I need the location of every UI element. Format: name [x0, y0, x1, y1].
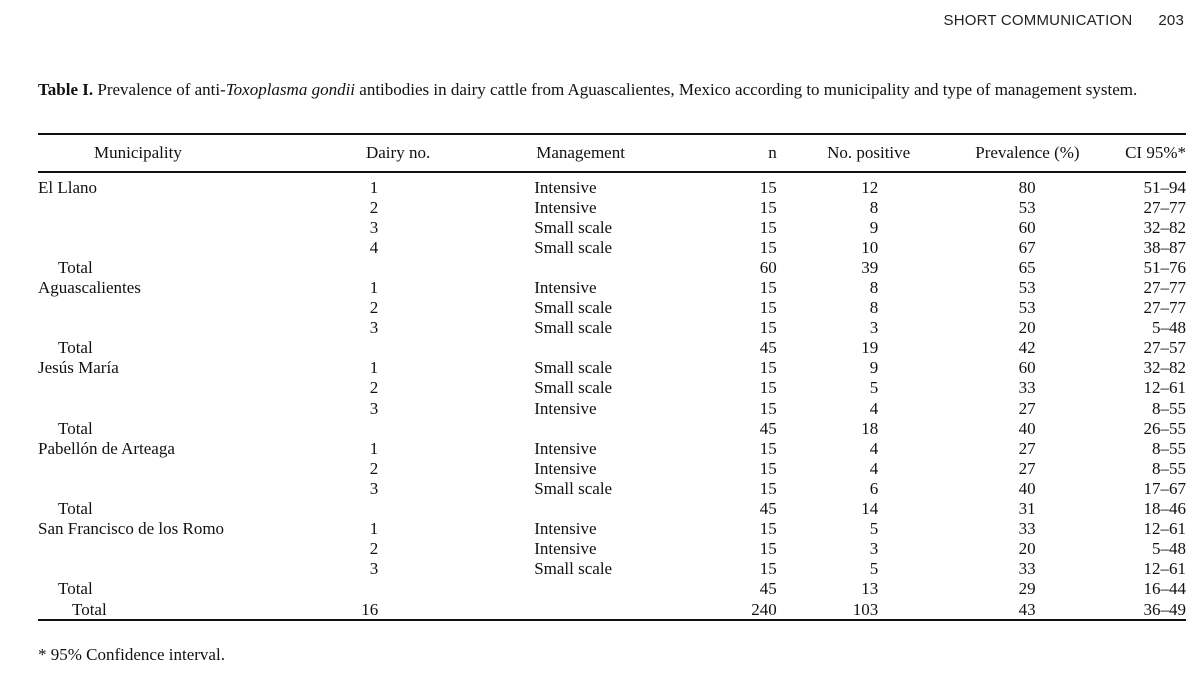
cell-dairy-no: 3	[369, 217, 379, 237]
cell-municipality: Total	[58, 418, 93, 438]
caption-italic-term: Toxoplasma gondii	[225, 80, 356, 99]
cell-n: 15	[759, 237, 777, 257]
caption-text-after: antibodies in dairy cattle from Aguascalientes, Mexico according to municipality and type of management system.	[355, 80, 1138, 99]
cell-no-positive: 3	[869, 539, 879, 559]
table-row	[38, 478, 1186, 498]
cell-prevalence: 33	[1018, 378, 1036, 398]
table-row	[38, 197, 1186, 217]
cell-ci: 26–55	[1143, 418, 1186, 438]
cell-dairy-no	[294, 418, 430, 438]
cell-dairy-no: 3	[369, 398, 379, 418]
header-row	[38, 135, 1186, 172]
cell-dairy-no: 2	[369, 458, 379, 478]
cell-no-positive: 9	[869, 217, 879, 237]
table-row	[38, 298, 1186, 318]
cell-dairy-no: 3	[369, 318, 379, 338]
cell-municipality: Total	[58, 579, 93, 599]
cell-n: 15	[759, 559, 777, 579]
cell-management: Small scale	[534, 378, 613, 398]
cell-municipality: San Francisco de los Romo	[38, 519, 225, 539]
cell-management: Intensive	[534, 398, 597, 418]
cell-management: Small scale	[534, 358, 613, 378]
cell-ci: 27–57	[1143, 338, 1186, 358]
cell-no-positive: 10	[861, 237, 879, 257]
cell-ci: 5–48	[1152, 539, 1186, 559]
cell-n: 45	[759, 338, 777, 358]
cell-n: 240	[751, 599, 777, 619]
cell-municipality	[38, 378, 294, 398]
cell-ci: 8–55	[1152, 458, 1186, 478]
cell-n: 15	[759, 519, 777, 539]
header-dairy-no: Dairy no.	[365, 143, 431, 162]
cell-no-positive: 3	[869, 318, 879, 338]
cell-ci: 17–67	[1143, 478, 1186, 498]
cell-n: 15	[759, 438, 777, 458]
cell-prevalence: 40	[1018, 418, 1036, 438]
cell-n: 15	[759, 478, 777, 498]
cell-management: Intensive	[534, 278, 597, 298]
cell-dairy-no: 16	[361, 599, 379, 619]
cell-municipality	[38, 398, 294, 418]
table-row	[38, 438, 1186, 458]
cell-prevalence: 27	[1018, 398, 1036, 418]
cell-ci: 12–61	[1143, 519, 1186, 539]
cell-prevalence: 60	[1018, 217, 1036, 237]
header-municipality: Municipality	[94, 143, 182, 162]
cell-management: Small scale	[534, 478, 613, 498]
cell-prevalence: 27	[1018, 438, 1036, 458]
cell-management	[430, 257, 684, 277]
table-row	[38, 559, 1186, 579]
cell-management: Intensive	[534, 177, 597, 197]
prevalence-table	[38, 135, 1186, 619]
cell-municipality: Aguascalientes	[38, 278, 141, 298]
subtotal-row	[38, 418, 1186, 438]
cell-management	[430, 499, 684, 519]
cell-dairy-no	[294, 579, 430, 599]
table-row	[38, 277, 1186, 297]
running-head-section: SHORT COMMUNICATION	[943, 12, 1133, 29]
cell-n: 15	[759, 298, 777, 318]
cell-management	[430, 338, 684, 358]
header-n: n	[768, 143, 777, 162]
table-row	[38, 237, 1186, 257]
cell-prevalence: 29	[1018, 579, 1036, 599]
cell-ci: 27–77	[1143, 278, 1186, 298]
cell-no-positive: 13	[861, 579, 879, 599]
cell-municipality	[38, 298, 294, 318]
cell-no-positive: 14	[861, 499, 879, 519]
table-row	[38, 172, 1186, 197]
footnote: * 95% Confidence interval.	[38, 645, 225, 664]
cell-no-positive: 4	[869, 458, 879, 478]
cell-n: 15	[759, 278, 777, 298]
cell-dairy-no	[294, 499, 430, 519]
header-prevalence: Prevalence (%)	[975, 143, 1080, 162]
cell-dairy-no: 4	[369, 237, 379, 257]
cell-municipality: Total	[72, 599, 107, 619]
cell-no-positive: 5	[869, 559, 879, 579]
table-body	[38, 172, 1186, 619]
cell-n: 60	[759, 257, 777, 277]
cell-ci: 51–76	[1143, 257, 1186, 277]
cell-municipality	[38, 559, 294, 579]
cell-n: 15	[759, 398, 777, 418]
cell-n: 15	[759, 458, 777, 478]
cell-dairy-no: 2	[369, 197, 379, 217]
cell-municipality	[38, 237, 294, 257]
cell-ci: 32–82	[1143, 358, 1186, 378]
table-row	[38, 358, 1186, 378]
cell-n: 15	[759, 358, 777, 378]
cell-no-positive: 103	[852, 599, 879, 619]
cell-municipality: Pabellón de Arteaga	[38, 438, 175, 458]
cell-prevalence: 53	[1018, 298, 1036, 318]
cell-management	[430, 579, 684, 599]
page-number: 203	[1158, 12, 1184, 29]
table-caption	[38, 80, 1186, 99]
cell-management	[430, 418, 684, 438]
cell-management: Intensive	[534, 539, 597, 559]
cell-municipality	[38, 478, 294, 498]
cell-prevalence: 53	[1018, 278, 1036, 298]
table-row	[38, 519, 1186, 539]
cell-n: 45	[759, 418, 777, 438]
cell-no-positive: 12	[861, 177, 879, 197]
cell-management: Small scale	[534, 318, 613, 338]
subtotal-row	[38, 338, 1186, 358]
cell-n: 15	[759, 539, 777, 559]
cell-ci: 18–46	[1143, 499, 1186, 519]
cell-municipality	[38, 318, 294, 338]
subtotal-row	[38, 257, 1186, 277]
cell-no-positive: 4	[869, 398, 879, 418]
cell-municipality	[38, 539, 294, 559]
subtotal-row	[38, 579, 1186, 599]
cell-n: 15	[759, 378, 777, 398]
cell-ci: 5–48	[1152, 318, 1186, 338]
cell-ci: 12–61	[1143, 378, 1186, 398]
cell-municipality	[38, 217, 294, 237]
table-row	[38, 318, 1186, 338]
cell-ci: 27–77	[1143, 298, 1186, 318]
cell-municipality	[38, 458, 294, 478]
cell-ci: 38–87	[1143, 237, 1186, 257]
cell-n: 15	[759, 177, 777, 197]
cell-n: 45	[759, 499, 777, 519]
cell-no-positive: 4	[869, 438, 879, 458]
table-row	[38, 398, 1186, 418]
cell-ci: 51–94	[1143, 177, 1186, 197]
cell-ci: 12–61	[1143, 559, 1186, 579]
header-ci: CI 95%*	[1125, 143, 1186, 162]
caption-text-before: Prevalence of anti-	[93, 80, 226, 99]
cell-prevalence: 53	[1018, 197, 1036, 217]
cell-prevalence: 67	[1018, 237, 1036, 257]
cell-no-positive: 5	[869, 519, 879, 539]
cell-dairy-no	[294, 338, 430, 358]
cell-municipality: Total	[58, 338, 93, 358]
cell-municipality: Jesús María	[38, 358, 119, 378]
cell-ci: 16–44	[1143, 579, 1186, 599]
cell-n: 45	[759, 579, 777, 599]
cell-ci: 8–55	[1152, 398, 1186, 418]
cell-no-positive: 8	[869, 278, 879, 298]
cell-ci: 36–49	[1143, 599, 1186, 619]
table-label: Table I.	[38, 80, 94, 99]
running-head	[944, 12, 1184, 29]
cell-municipality: Total	[58, 499, 93, 519]
cell-dairy-no: 1	[369, 438, 379, 458]
header-management: Management	[536, 143, 625, 162]
cell-ci: 8–55	[1152, 438, 1186, 458]
table-row	[38, 378, 1186, 398]
cell-n: 15	[759, 217, 777, 237]
table-container	[38, 133, 1186, 621]
cell-no-positive: 19	[861, 338, 879, 358]
cell-municipality: El Llano	[38, 177, 98, 197]
cell-management: Small scale	[534, 298, 613, 318]
cell-no-positive: 8	[869, 197, 879, 217]
cell-prevalence: 43	[1018, 599, 1036, 619]
cell-n: 15	[759, 197, 777, 217]
table-row	[38, 539, 1186, 559]
cell-prevalence: 33	[1018, 519, 1036, 539]
cell-no-positive: 5	[869, 378, 879, 398]
cell-no-positive: 6	[869, 478, 879, 498]
table-row	[38, 217, 1186, 237]
cell-no-positive: 9	[869, 358, 879, 378]
cell-management: Small scale	[534, 559, 613, 579]
table-row	[38, 458, 1186, 478]
cell-prevalence: 60	[1018, 358, 1036, 378]
cell-management: Small scale	[534, 217, 613, 237]
cell-n: 15	[759, 318, 777, 338]
cell-dairy-no: 1	[369, 278, 379, 298]
bottom-rule	[38, 619, 1186, 621]
cell-prevalence: 80	[1018, 177, 1036, 197]
cell-ci: 27–77	[1143, 197, 1186, 217]
cell-prevalence: 27	[1018, 458, 1036, 478]
cell-dairy-no	[294, 257, 430, 277]
cell-prevalence: 42	[1018, 338, 1036, 358]
cell-municipality: Total	[58, 257, 93, 277]
cell-dairy-no: 2	[369, 378, 379, 398]
cell-management: Intensive	[534, 519, 597, 539]
subtotal-row	[38, 499, 1186, 519]
cell-prevalence: 65	[1018, 257, 1036, 277]
cell-no-positive: 18	[861, 418, 879, 438]
cell-municipality	[38, 197, 294, 217]
cell-dairy-no: 2	[369, 539, 379, 559]
cell-management: Intensive	[534, 458, 597, 478]
cell-management: Small scale	[534, 237, 613, 257]
cell-management: Intensive	[534, 197, 597, 217]
cell-dairy-no: 3	[369, 478, 379, 498]
cell-prevalence: 20	[1018, 318, 1036, 338]
cell-no-positive: 8	[869, 298, 879, 318]
cell-dairy-no: 1	[369, 358, 379, 378]
cell-management	[430, 599, 684, 619]
cell-no-positive: 39	[861, 257, 879, 277]
cell-prevalence: 40	[1018, 478, 1036, 498]
grand-total-row	[38, 599, 1186, 619]
cell-prevalence: 31	[1018, 499, 1036, 519]
header-no-positive: No. positive	[827, 143, 911, 162]
cell-prevalence: 20	[1018, 539, 1036, 559]
cell-dairy-no: 2	[369, 298, 379, 318]
cell-prevalence: 33	[1018, 559, 1036, 579]
cell-management: Intensive	[534, 438, 597, 458]
cell-dairy-no: 1	[369, 519, 379, 539]
table-header	[38, 135, 1186, 172]
cell-dairy-no: 3	[369, 559, 379, 579]
cell-ci: 32–82	[1143, 217, 1186, 237]
cell-dairy-no: 1	[369, 177, 379, 197]
